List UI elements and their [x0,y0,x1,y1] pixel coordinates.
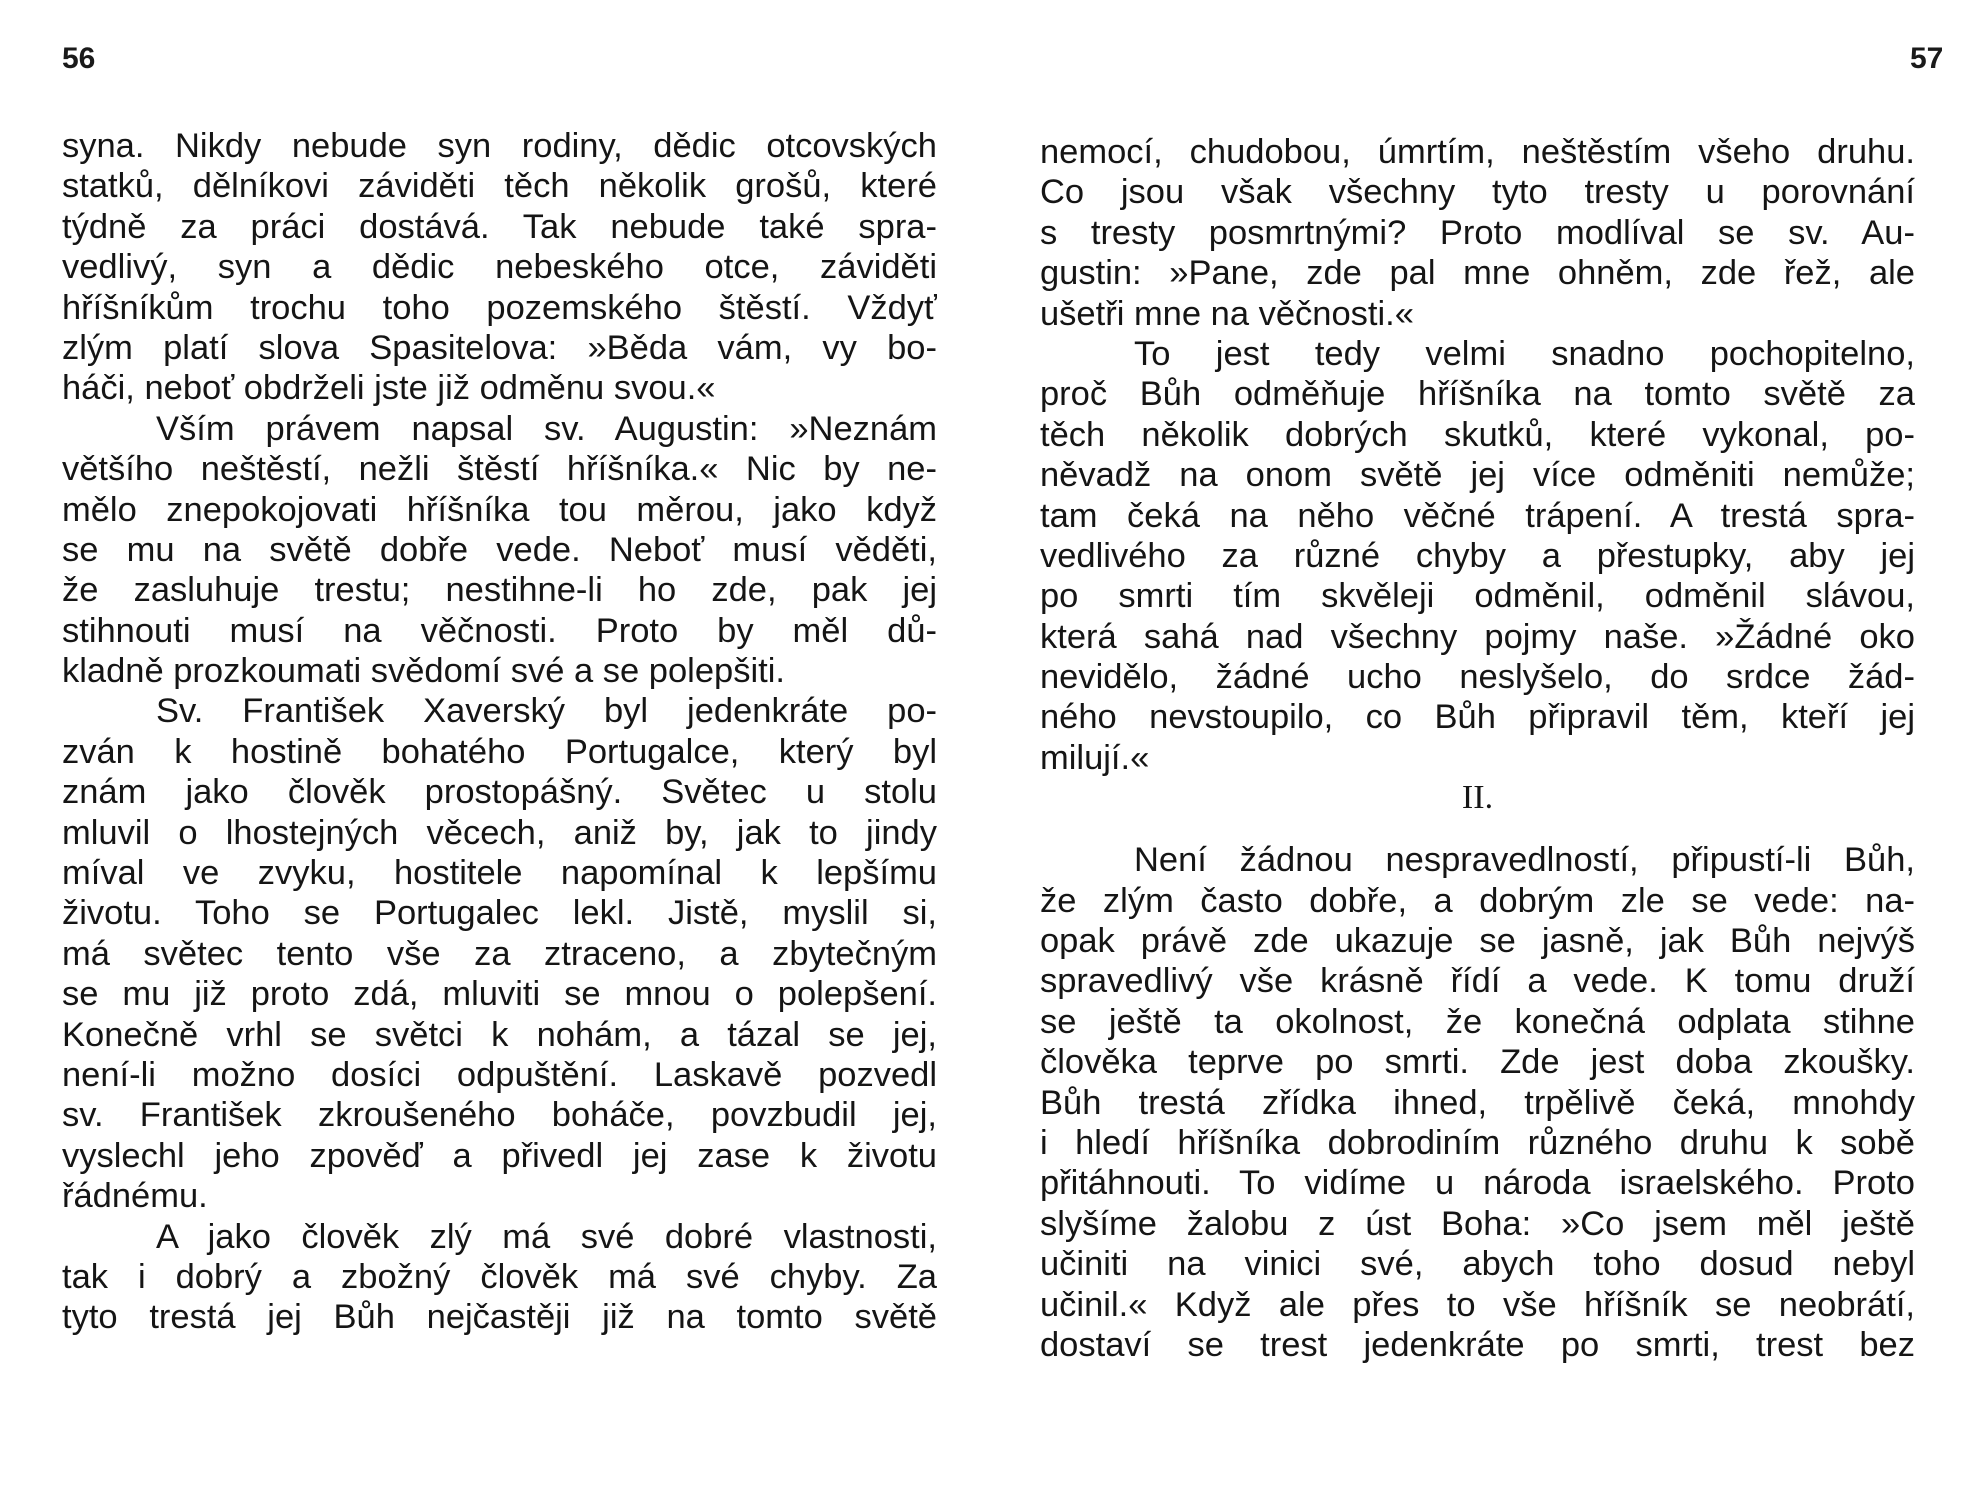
text-line: většího neštěstí, nežli štěstí hříšníka.« Nic by ne- [62,450,937,489]
text-line: ušetři mne na věčnosti.« [1040,294,1414,333]
left-page-text [62,126,937,1338]
text-line: dostaví se trest jedenkráte po smrti, trest bez [1040,1325,1915,1364]
text-line: spravedlivý vše krásně řídí a vede. K tomu druží [1040,962,1915,1001]
text-line: učinil.« Když ale přes to vše hříšník se neobrátí, [1040,1285,1915,1324]
text-line: týdně za práci dostává. Tak nebude také spra- [62,207,937,246]
text-line: ného nevstoupilo, co Bůh připravil těm, kteří jej [1040,698,1915,737]
text-line: tam čeká na něho věčné trápení. A trestá spra- [1040,496,1915,535]
text-line: není-li možno dosíci odpuštění. Laskavě pozvedl [62,1055,937,1094]
text-line: zván k hostině bohatého Portugalce, který byl [62,732,937,771]
text-line: životu. Toho se Portugalec lekl. Jistě, myslil si, [62,894,937,933]
text-line: něvadž na onom světě jej více odměniti nemůže; [1040,456,1915,495]
text-line: Sv. František Xaverský byl jedenkráte po- [156,692,937,731]
text-line: kladně prozkoumati svědomí své a se polepšiti. [62,652,785,691]
text-line: A jako člověk zlý má své dobré vlastnosti, [156,1217,937,1256]
text-line: míval ve zvyku, hostitele napomínal k lepšímu [62,854,937,893]
text-line: háči, neboť obdrželi jste již odměnu svou.« [62,369,716,408]
text-line: gustin: »Pane, zde pal mne ohněm, zde řež, ale [1040,254,1915,293]
text-line: se mu na světě dobře vede. Neboť musí věděti, [62,530,937,569]
left-page-number: 56 [62,42,96,75]
section-gap [1040,830,1915,840]
text-line: přitáhnouti. To vidíme u národa israelského. Proto [1040,1164,1915,1203]
text-line: těch několik dobrých skutků, které vykonal, po- [1040,415,1915,454]
text-line: která sahá nad všechny pojmy naše. »Žádné oko [1040,617,1915,656]
text-line: syna. Nikdy nebude syn rodiny, dědic otcovských [62,127,937,165]
text-line: slyšíme žalobu z úst Boha: »Co jsem měl ještě [1040,1204,1915,1243]
text-line: že zlým často dobře, a dobrým zle se vede: na- [1040,881,1915,920]
text-line: Není žádnou nespravedlností, připustí-li Bůh, [1134,841,1915,880]
text-line: milují.« [1040,738,1150,777]
text-line: vedlivého za různé chyby a přestupky, aby jej [1040,536,1915,575]
text-line: člověka teprve po smrti. Zde jest doba zkoušky. [1040,1043,1915,1082]
text-line: Bůh trestá zřídka ihned, trpělivě čeká, mnohdy [1040,1083,1915,1122]
text-line: se ještě ta okolnost, že konečná odplata stihne [1040,1002,1915,1041]
text-line: nevidělo, žádné ucho neslyšelo, do srdce žád- [1040,658,1915,697]
text-line: i hledí hříšníka dobrodiním různého druhu k sobě [1040,1123,1915,1162]
section-heading: II. [1461,779,1494,817]
text-line: zlým platí slova Spasitelova: »Běda vám, vy bo- [62,328,937,367]
text-line: vyslechl jeho zpověď a přivedl jej zase k životu [62,1136,937,1175]
text-line: vedlivý, syn a dědic nebeského otce, záviděti [62,248,937,287]
text-line: statků, dělníkovi záviděti těch několik grošů, které [62,167,937,206]
text-line: Vším právem napsal sv. Augustin: »Neznám [156,409,937,448]
text-line: tak i dobrý a zbožný člověk má své chyby. Za [62,1257,937,1296]
text-line: mělo znepokojovati hříšníka tou měrou, jako když [62,490,937,529]
text-line: proč Bůh odměňuje hříšníka na tomto světě za [1040,375,1915,414]
text-line: má světec tento vše za ztraceno, a zbytečným [62,934,937,973]
text-line: po smrti tím skvěleji odměnil, odměnil slávou, [1040,577,1915,616]
text-line: řádnému. [62,1177,208,1216]
text-line: Co jsou však všechny tyto tresty u porovnání [1040,173,1915,212]
text-line: znám jako člověk prostopášný. Světec u stolu [62,773,937,812]
text-line: stihnouti musí na věčnosti. Proto by měl dů- [62,611,937,650]
text-line: Konečně vrhl se světci k nohám, a tázal se jej, [62,1015,937,1054]
text-line: To jest tedy velmi snadno pochopitelno, [1134,334,1915,373]
right-page-number: 57 [1910,42,1944,75]
text-line: nemocí, chudobou, úmrtím, neštěstím všeho druhu. [1040,133,1915,171]
text-line: mluvil o lhostejných věcech, aniž by, jak to jindy [62,813,937,852]
text-line: že zasluhuje trestu; nestihne-li ho zde, pak jej [62,571,937,610]
text-line: opak právě zde ukazuje se jasně, jak Bůh nejvýš [1040,922,1915,961]
text-line: se mu již proto zdá, mluviti se mnou o polepšení. [62,975,937,1014]
text-line: tyto trestá jej Bůh nejčastěji již na tomto světě [62,1298,937,1337]
text-line: sv. František zkroušeného boháče, povzbudil jej, [62,1096,937,1135]
right-page-text [1040,132,1915,1365]
text-line: hříšníkům trochu toho pozemského štěstí. Vždyť [62,288,937,327]
text-line: učiniti na vinici své, abych toho dosud nebyl [1040,1245,1915,1284]
text-line: s tresty posmrtnými? Proto modlíval se sv. Au- [1040,213,1915,252]
